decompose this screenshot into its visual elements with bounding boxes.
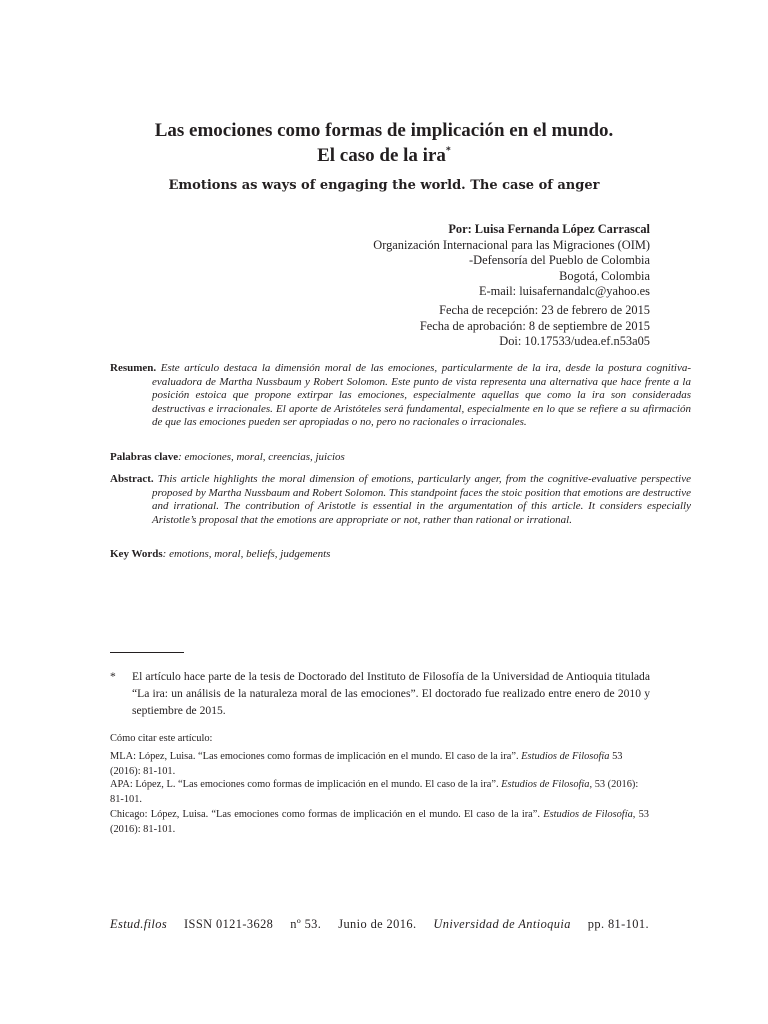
title-block [0, 118, 768, 168]
resumen-label: Resumen. [110, 362, 157, 374]
citation-apa-issue: 53 (2016): 81-101. [110, 779, 639, 805]
english-title: Emotions as ways of engaging the world. The case of anger [168, 178, 600, 193]
footer-pages: pp. 81-101. [587, 917, 649, 931]
citation-mla-issue: 53 (2016): 81-101. [110, 751, 623, 777]
citation-apa-journal: Estudios de Filosofía, [501, 779, 593, 790]
citation-chicago [110, 807, 649, 837]
author-affiliation-1: Organización Internacional para las Migraciones (OIM) [373, 237, 650, 252]
footer-university: Universidad de Antioquia [433, 917, 571, 931]
resumen-text: Este artículo destaca la dimensión moral de las emociones, particularmente de la ira, desde la postura cognitiva-evaluadora de Martha Nussbaum y Robert Solomon. Este punto de vista representa una alternativa que hace frente a la posición estoica que propone extirpar las emociones, especialmente aquellas que como la ira son consideradas destructivas e irracionales. El aporte de Aristóteles será fundamental, especialmente en lo que se refiere a su afirmación de que las emociones pueden ser apropiadas o no, pero no racionales o irracionales. [152, 362, 691, 428]
citation-chicago-text: Chicago: López, Luisa. “Las emociones como formas de implicación en el mundo. El caso de la ira”. [110, 809, 544, 820]
palabras-clave-text: : emociones, moral, creencias, juicios [178, 451, 345, 463]
article-title-text: El caso de la ira [317, 145, 446, 166]
author-email: E-mail: luisafernandalc@yahoo.es [478, 284, 650, 298]
key-words [110, 548, 649, 562]
doi: Doi: 10.17533/udea.ef.n53a05 [499, 334, 650, 348]
citation-apa [110, 777, 649, 807]
abstract-label: Abstract. [110, 473, 154, 485]
citation-apa-text: APA: López, L. “Las emociones como formas de implicación en el mundo. El caso de la ira”. [110, 779, 502, 790]
citation-mla-journal: Estudios de Filosofía [521, 751, 610, 762]
author-city: Bogotá, Colombia [559, 268, 650, 283]
article-title-line-1: Las emociones como formas de implicación en el mundo. [154, 120, 614, 141]
citation-mla-text: MLA: López, Luisa. “Las emociones como formas de implicación en el mundo. El caso de la ira”. [110, 751, 522, 762]
key-words-label: Key Words [110, 548, 163, 560]
abstract-text: This article highlights the moral dimension of emotions, particularly anger, from the cognitive-evaluative perspective proposed by Martha Nussbaum and Robert Solomon. This standpoint faces the stoic position that emotions are destructive and irrational. The contribution of Aristotle is essential in the argumentation of this article. It considers especially Aristotle’s proposal that the emotions are appropriate or not, rather than rational or irrational. [152, 473, 691, 526]
palabras-clave-label: Palabras clave [110, 451, 179, 463]
page-footer [110, 917, 649, 932]
footnote-text: El artículo hace parte de la tesis de Doctorado del Instituto de Filosofía de la Universidad de Antioquia titulada “La ira: un análisis de la naturaleza moral de las emociones”. El doctorado fue realizado entre enero de 2010 y septiembre de 2015. [132, 670, 650, 717]
footer-date: Junio de 2016. [338, 917, 417, 931]
footer-journal-abbr: Estud.filos [110, 917, 168, 931]
article-title-line-2 [0, 143, 768, 168]
footnote-mark: * [110, 670, 116, 683]
palabras-clave [110, 451, 649, 465]
footer-number: nº 53. [290, 917, 322, 931]
dates-block [420, 303, 650, 350]
footer-issn: ISSN 0121-3628 [184, 917, 274, 931]
citation-chicago-journal: Estudios de Filosofía [543, 809, 633, 820]
reception-date: Fecha de recepción: 23 de febrero de 2015 [439, 303, 650, 317]
title-footnote-mark: * [445, 145, 451, 157]
citation-chicago-issue: , 53 (2016): 81-101. [110, 809, 649, 835]
author-name: Por: Luisa Fernanda López Carrascal [448, 222, 650, 236]
footnote [110, 668, 650, 719]
author-block [373, 222, 650, 300]
author-affiliation-2: -Defensoría del Pueblo de Colombia [469, 253, 650, 267]
key-words-text: : emotions, moral, beliefs, judgements [162, 548, 331, 560]
abstract-paragraph [110, 473, 691, 527]
citation-heading: Cómo citar este artículo: [110, 733, 213, 744]
citation-mla [110, 749, 649, 779]
resumen-paragraph [110, 362, 691, 430]
footnote-rule [110, 652, 184, 653]
approval-date: Fecha de aprobación: 8 de septiembre de 2015 [419, 318, 650, 333]
